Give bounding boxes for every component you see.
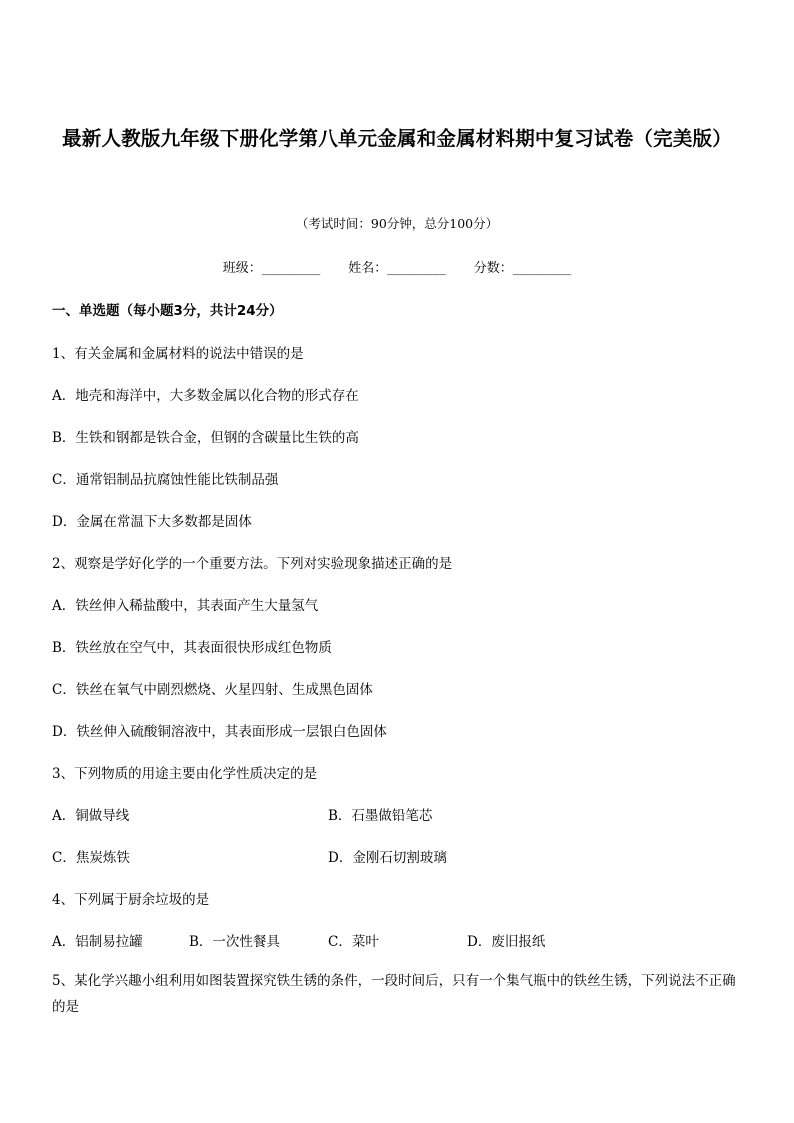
question-1-option-c[interactable]: C．通常铝制品抗腐蚀性能比铁制品强 (52, 472, 279, 488)
question-4-option-b[interactable]: B．一次性餐具 (189, 934, 280, 950)
question-4-option-a[interactable]: A．铝制易拉罐 (52, 934, 143, 950)
section-title: 一、单选题（每小题3分，共计24分） (52, 303, 283, 319)
question-2-option-d[interactable]: D．铁丝伸入硫酸铜溶液中，其表面形成一层银白色固体 (52, 724, 387, 740)
question-4-stem: 4、下列属于厨余垃圾的是 (52, 892, 210, 908)
question-1-option-b[interactable]: B．生铁和钢都是铁合金，但钢的含碳量比生铁的高 (52, 430, 359, 446)
question-1-stem: 1、有关金属和金属材料的说法中错误的是 (52, 346, 304, 362)
class-field[interactable]: 班级：_________ (222, 261, 321, 276)
question-2-stem: 2、观察是学好化学的一个重要方法。下列对实验现象描述正确的是 (52, 556, 453, 572)
question-1-option-a[interactable]: A．地壳和海洋中，大多数金属以化合物的形式存在 (52, 388, 359, 404)
question-3-stem: 3、下列物质的用途主要由化学性质决定的是 (52, 766, 318, 782)
question-4-option-c[interactable]: C．菜叶 (328, 934, 379, 950)
question-3-option-b[interactable]: B．石墨做铅笔芯 (328, 808, 433, 824)
question-5-stem: 5、某化学兴趣小组利用如图装置探究铁生锈的条件，一段时间后，只有一个集气瓶中的铁丝生锈，下列说法不正确的是 (52, 973, 736, 1015)
question-3-option-d[interactable]: D．金刚石切割玻璃 (328, 850, 447, 866)
name-field[interactable]: 姓名：_________ (348, 261, 446, 276)
exam-title: 最新人教版九年级下册化学第八单元金属和金属材料期中复习试卷（完美版） (62, 127, 732, 150)
student-fields (0, 257, 794, 276)
exam-info: （考试时间：90分钟，总分100分） (295, 216, 499, 231)
question-3-option-c[interactable]: C．焦炭炼铁 (52, 850, 130, 866)
question-2-option-c[interactable]: C．铁丝在氧气中剧烈燃烧、火星四射、生成黑色固体 (52, 682, 373, 698)
score-field[interactable]: 分数：_________ (473, 261, 572, 276)
question-2-option-b[interactable]: B．铁丝放在空气中，其表面很快形成红色物质 (52, 640, 332, 656)
question-3-option-a[interactable]: A．铜做导线 (52, 808, 130, 824)
question-2-option-a[interactable]: A．铁丝伸入稀盐酸中，其表面产生大量氢气 (52, 598, 319, 614)
question-1-option-d[interactable]: D．金属在常温下大多数都是固体 (52, 514, 252, 530)
question-4-option-d[interactable]: D．废旧报纸 (467, 934, 546, 950)
